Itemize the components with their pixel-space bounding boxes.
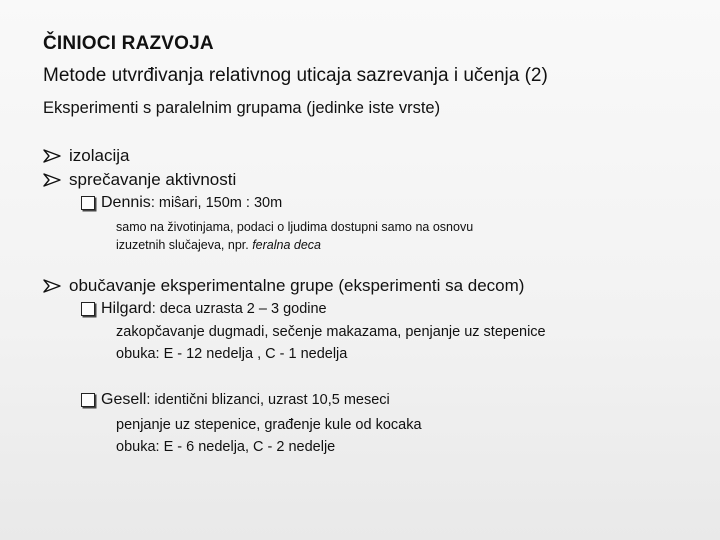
note-line: obuka: E - 12 nedelja , C - 1 nedelja (116, 346, 348, 362)
checkbox-bullet-icon (81, 393, 95, 407)
note-italic: feralna deca (252, 238, 322, 252)
arrow-bullet-icon (43, 149, 61, 163)
bullet-obucavanje (43, 276, 524, 296)
bullet-text: izolacija (69, 146, 130, 165)
note-line: izuzetnih slučajeva, npr. feralna deca (116, 238, 322, 252)
bullet-text: sprečavanje aktivnosti (69, 170, 237, 189)
sub-bullet-gesell (81, 391, 390, 409)
sub-bullet-detail: : miŝari, 150m : 30m (150, 195, 283, 211)
checkbox-bullet-icon (81, 196, 95, 210)
sub-bullet-detail: : identični blizanci, uzrast 10,5 meseci (146, 392, 390, 408)
note-line: penjanje uz stepenice, građenje kule od kocaka (116, 417, 422, 433)
checkbox-bullet-icon (81, 302, 95, 316)
slide-title: ČINIOCI RAZVOJA (43, 33, 214, 54)
note-line: samo na životinjama, podaci o ljudima dostupni samo na osnovu (116, 220, 474, 234)
sub-bullet-hilgard (81, 300, 327, 318)
note-line: obuka: E - 6 nedelja, C - 2 nedelje (116, 439, 336, 455)
bullet-izolacija (43, 146, 129, 166)
arrow-bullet-icon (43, 279, 61, 293)
slide-subheading: Eksperimenti s paralelnim grupama (jedinke iste vrste) (43, 99, 441, 117)
sub-bullet-name: Hilgard (101, 300, 152, 317)
note-line: zakopčavanje dugmadi, sečenje makazama, penjanje uz stepenice (116, 324, 546, 340)
slide-subtitle: Metode utvrđivanja relativnog uticaja sazrevanja i učenja (2) (43, 65, 548, 86)
arrow-bullet-icon (43, 173, 61, 187)
bullet-text: obučavanje eksperimentalne grupe (eksperimenti sa decom) (69, 276, 525, 295)
sub-bullet-detail: : deca uzrasta 2 – 3 godine (151, 301, 327, 317)
sub-bullet-name: Gesell (101, 391, 147, 408)
bullet-sprecavanje (43, 170, 236, 190)
sub-bullet-name: Dennis (101, 194, 151, 211)
sub-bullet-dennis (81, 194, 282, 212)
